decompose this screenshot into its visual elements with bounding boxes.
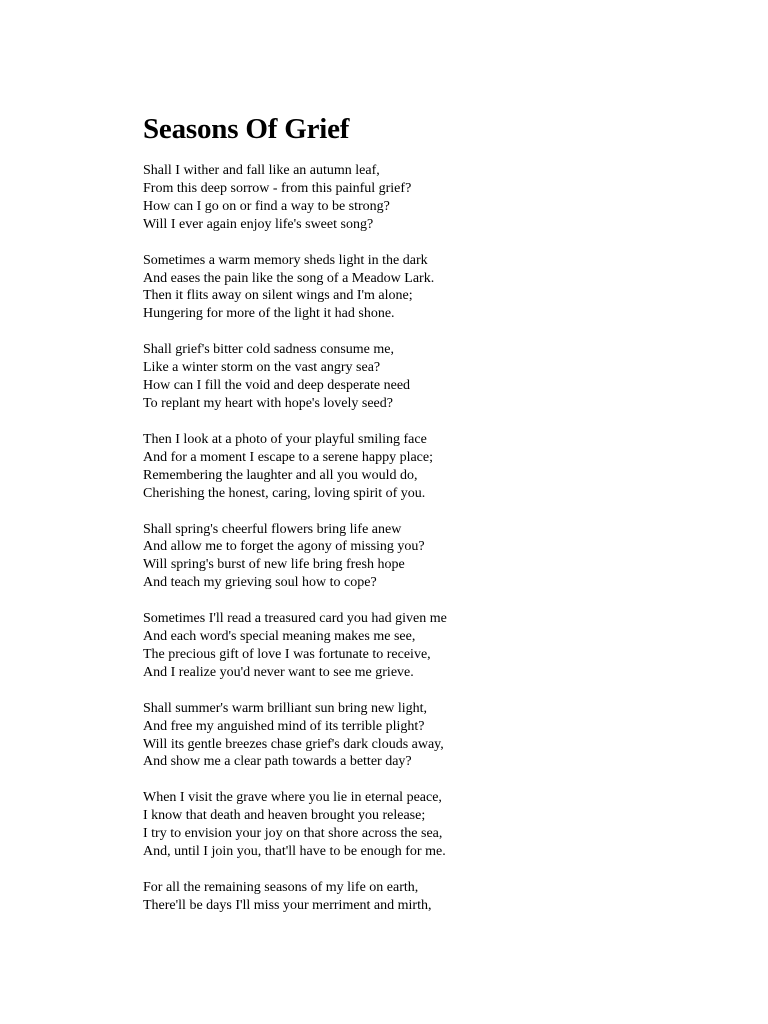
poem-line: From this deep sorrow - from this painful grief? xyxy=(143,180,412,196)
poem-line: Like a winter storm on the vast angry sea? xyxy=(143,360,381,376)
poem-line: The precious gift of love I was fortunate to receive, xyxy=(143,646,431,662)
poem-line: Shall summer's warm brilliant sun bring new light, xyxy=(143,700,428,716)
poem-stanza xyxy=(143,521,743,593)
poem-line: Will spring's burst of new life bring fresh hope xyxy=(143,557,405,573)
poem-stanza xyxy=(143,431,743,503)
poem-stanza xyxy=(143,700,743,772)
poem-line: Cherishing the honest, caring, loving spirit of you. xyxy=(143,485,426,501)
poem-line: Shall grief's bitter cold sadness consume me, xyxy=(143,342,394,358)
poem-line: And show me a clear path towards a better day? xyxy=(143,754,412,770)
poem-line: When I visit the grave where you lie in eternal peace, xyxy=(143,790,442,806)
poem-line: Sometimes I'll read a treasured card you had given me xyxy=(143,611,447,627)
poem-line: Shall I wither and fall like an autumn leaf, xyxy=(143,163,380,178)
poem-body xyxy=(143,162,743,915)
poem-line: For all the remaining seasons of my life on earth, xyxy=(143,880,419,895)
poem-line: Shall spring's cheerful flowers bring life anew xyxy=(143,521,402,537)
poem-page xyxy=(143,112,743,933)
poem-line: Then I look at a photo of your playful smiling face xyxy=(143,431,427,447)
poem-line: There'll be days I'll miss your merriment and mirth, xyxy=(143,897,432,913)
poem-stanza xyxy=(143,789,743,861)
poem-line: And, until I join you, that'll have to be enough for me. xyxy=(143,844,446,860)
poem-line: Then it flits away on silent wings and I'm alone; xyxy=(143,288,413,304)
poem-stanza xyxy=(143,341,743,413)
poem-line: And teach my grieving soul how to cope? xyxy=(143,575,377,591)
poem-line: To replant my heart with hope's lovely seed? xyxy=(143,395,393,411)
poem-line: And eases the pain like the song of a Meadow Lark. xyxy=(143,270,435,286)
poem-stanza xyxy=(143,162,743,234)
poem-line: And I realize you'd never want to see me grieve. xyxy=(143,664,414,680)
poem-line: And for a moment I escape to a serene happy place; xyxy=(143,449,433,465)
poem-line: I know that death and heaven brought you release; xyxy=(143,808,426,824)
poem-line: Sometimes a warm memory sheds light in the dark xyxy=(143,252,428,268)
poem-line: How can I fill the void and deep desperate need xyxy=(143,378,411,394)
poem-line: Will its gentle breezes chase grief's dark clouds away, xyxy=(143,736,444,752)
poem-line: Will I ever again enjoy life's sweet song? xyxy=(143,216,374,232)
poem-line: And free my anguished mind of its terrible plight? xyxy=(143,718,425,734)
poem-stanza xyxy=(143,879,743,915)
poem-line: How can I go on or find a way to be strong? xyxy=(143,198,390,214)
poem-stanza xyxy=(143,252,743,324)
poem-title: Seasons Of Grief xyxy=(143,113,350,145)
poem-line: And each word's special meaning makes me see, xyxy=(143,629,416,645)
poem-line: I try to envision your joy on that shore across the sea, xyxy=(143,826,443,842)
poem-stanza xyxy=(143,610,743,682)
poem-line: And allow me to forget the agony of missing you? xyxy=(143,539,425,555)
poem-line: Remembering the laughter and all you would do, xyxy=(143,467,418,483)
poem-line: Hungering for more of the light it had shone. xyxy=(143,306,395,322)
